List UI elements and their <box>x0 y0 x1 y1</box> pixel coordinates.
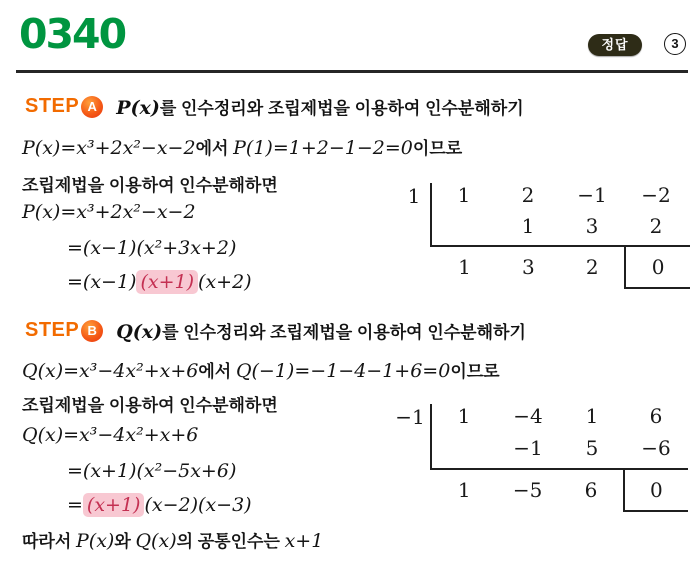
product-row <box>432 214 690 245</box>
math-expression: (x−2)(x−3) <box>144 494 252 516</box>
korean-text: 이므로 <box>412 139 463 158</box>
result-row <box>433 247 691 289</box>
header-rule <box>16 70 688 73</box>
highlight-factor: (x+1) <box>83 493 145 517</box>
step-b-title-text: 를 인수정리와 조립제법을 이용하여 인수분해하기 <box>162 323 526 342</box>
divisor-cell: −1 <box>395 405 425 429</box>
table-cell: −1 <box>577 183 607 207</box>
answer-badge: 정답 <box>588 34 642 56</box>
step-a-title <box>116 94 523 119</box>
table-cell: 1 <box>457 478 471 502</box>
table-cell: −6 <box>641 436 671 460</box>
table-cell: 3 <box>585 214 599 238</box>
korean-text: 의 공통인수는 <box>176 532 285 551</box>
synthetic-division-table-b <box>390 404 688 512</box>
table-cell: −2 <box>641 183 671 207</box>
math-expression: x+1 <box>284 530 324 552</box>
table-cell: 5 <box>585 436 599 460</box>
coefficient-row <box>432 183 690 214</box>
math-expression: P(x) <box>76 530 115 552</box>
math-expression: P(x)=x³+2x²−x−2 <box>22 137 196 159</box>
table-cell: 1 <box>458 255 471 279</box>
table-cell: −1 <box>513 436 543 460</box>
step-a-line-4: =(x−1)(x²+3x+2) <box>67 237 237 259</box>
table-cell: 2 <box>521 183 535 207</box>
highlight-factor: (x+1) <box>136 270 198 294</box>
step-a-line-5 <box>67 271 252 293</box>
math-expression: =(x−1) <box>67 271 137 293</box>
result-row <box>433 470 689 512</box>
step-b-line-2: 조립제법을 이용하여 인수분해하면 <box>22 396 278 415</box>
step-a-title-math: P(x) <box>116 97 160 119</box>
table-cell <box>432 436 496 468</box>
step-a-line-3: P(x)=x³+2x²−x−2 <box>22 201 196 223</box>
korean-text: 이므로 <box>450 362 500 381</box>
conclusion-line <box>22 527 323 552</box>
table-cell: 6 <box>649 404 663 428</box>
answer-circled-number: 3 <box>664 33 686 55</box>
remainder-cell: 0 <box>624 247 690 289</box>
step-a-line-1 <box>22 134 462 159</box>
step-b-line-1 <box>22 357 500 382</box>
step-b-header <box>25 318 526 343</box>
table-cell: 1 <box>585 404 599 428</box>
product-row <box>432 436 688 468</box>
problem-number: 0340 <box>19 10 126 58</box>
step-a-line-2: 조립제법을 이용하여 인수분해하면 <box>22 176 278 195</box>
step-b-title-math: Q(x) <box>116 321 163 343</box>
step-a-header <box>25 94 524 119</box>
math-expression: (x+2) <box>198 271 252 293</box>
step-b-line-4: =(x+1)(x²−5x+6) <box>67 460 237 482</box>
table-cell: 3 <box>521 255 535 279</box>
step-b-title <box>116 318 526 343</box>
table-cell: 1 <box>457 183 471 207</box>
math-expression: P(1)=1+2−1−2=0 <box>233 137 413 159</box>
table-cell: −4 <box>513 404 543 428</box>
korean-text: 에서 <box>195 139 234 158</box>
korean-text: 에서 <box>198 362 236 381</box>
synthetic-division-table-a <box>398 183 690 289</box>
math-expression: Q(−1)=−1−4−1+6=0 <box>235 360 451 382</box>
step-label: STEP <box>25 319 80 341</box>
math-expression: Q(x) <box>135 530 177 552</box>
table-cell: 1 <box>521 214 535 238</box>
math-expression: = <box>67 494 83 516</box>
divisor-cell: 1 <box>407 184 421 208</box>
step-b-badge-icon: B <box>81 320 103 342</box>
step-b-line-3: Q(x)=x³−4x²+x+6 <box>22 424 199 446</box>
step-a-title-text: 를 인수정리와 조립제법을 이용하여 인수분해하기 <box>159 99 524 118</box>
math-expression: Q(x)=x³−4x²+x+6 <box>22 360 199 382</box>
table-cell: −5 <box>512 478 543 502</box>
step-a-badge-icon: A <box>81 96 103 118</box>
table-cell: 1 <box>457 404 471 428</box>
step-b-line-5 <box>67 494 252 516</box>
korean-text: 와 <box>114 532 136 551</box>
step-label: STEP <box>25 95 80 117</box>
table-cell: 6 <box>584 478 598 502</box>
table-cell: 2 <box>649 214 663 238</box>
table-cell <box>432 214 496 245</box>
coefficient-row <box>432 404 688 436</box>
korean-text: 따라서 <box>22 532 76 551</box>
remainder-cell: 0 <box>623 470 688 512</box>
table-cell: 2 <box>585 255 599 279</box>
